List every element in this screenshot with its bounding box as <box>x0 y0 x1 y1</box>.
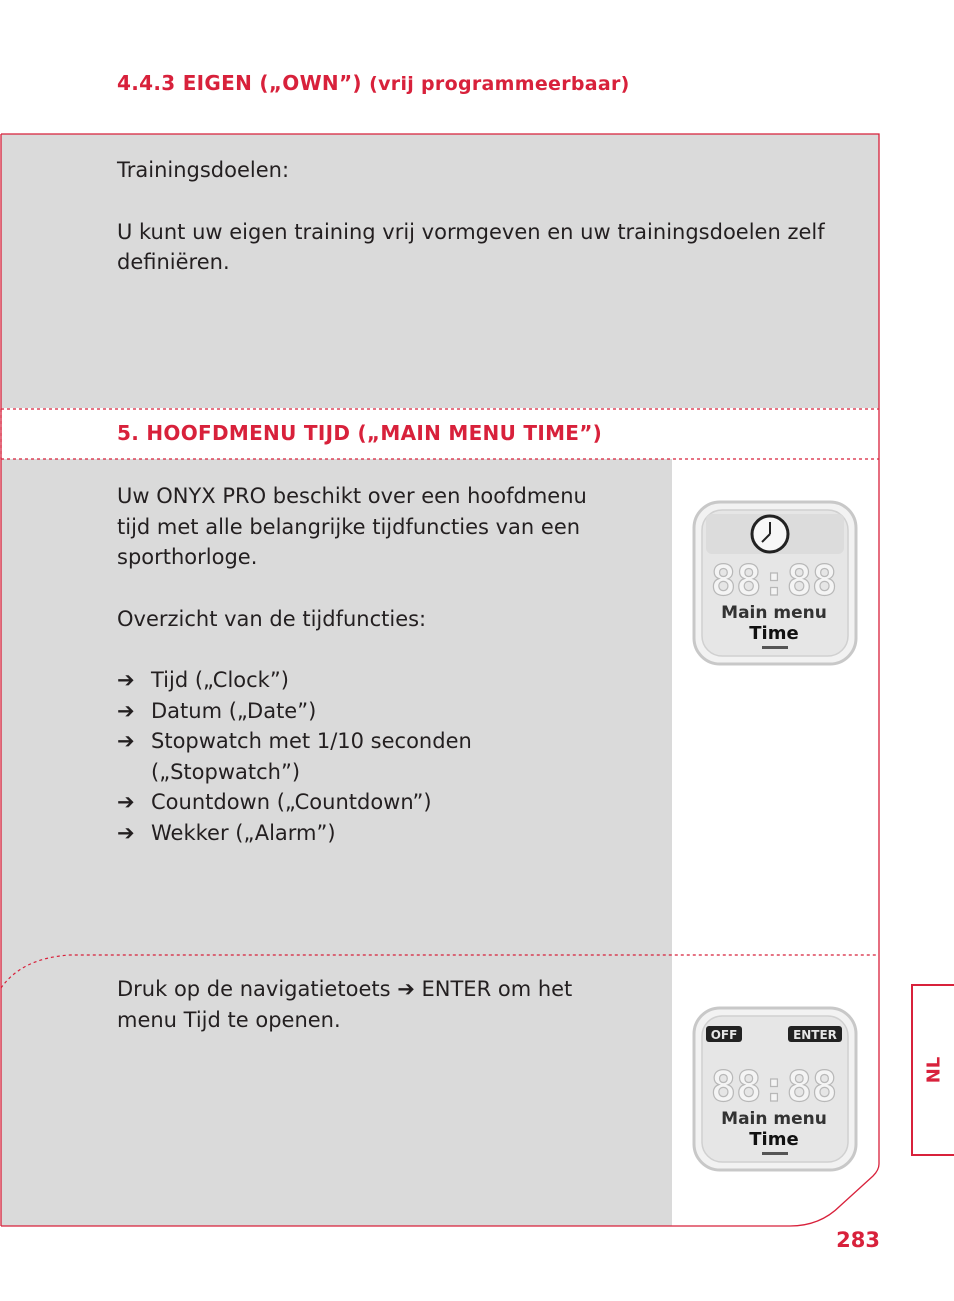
training-goals-label: Trainingsdoelen: <box>117 158 290 182</box>
off-button-label: OFF <box>710 1028 738 1042</box>
section-5-body <box>117 481 617 848</box>
list-item: ➔ Datum („Date”) <box>117 696 617 727</box>
watch-display-main-menu <box>692 500 858 670</box>
overview-label: Overzicht van de tijdfuncties: <box>117 606 427 631</box>
arrow-right-icon: ➔ <box>397 977 415 1001</box>
arrow-right-icon: ➔ <box>117 790 135 814</box>
clock-icon <box>752 516 788 552</box>
section-443-heading-sub: (vrij programmeerbaar) <box>369 73 630 95</box>
watch-line-time: Time <box>749 1129 799 1150</box>
language-tab-label: NL <box>923 1056 944 1084</box>
watch-digits: 88:88 <box>710 556 838 605</box>
watch-line-main-menu: Main menu <box>721 603 827 623</box>
instruction-text: Druk op de navigatietoets ➔ ENTER om het menu Tijd te openen. <box>117 977 573 1032</box>
time-functions-list <box>117 665 617 848</box>
arrow-right-icon: ➔ <box>117 729 135 753</box>
section-443-body <box>117 155 837 278</box>
section-5-intro: Uw ONYX PRO beschikt over een hoofdmenu tijd met alle belangrijke tijdfuncties van een sporthorloge. <box>117 484 587 569</box>
enter-button-label: ENTER <box>793 1028 837 1042</box>
arrow-right-icon: ➔ <box>117 668 135 692</box>
training-goals-text: U kunt uw eigen training vrij vormgeven en uw trainingsdoelen zelf definiëren. <box>117 219 825 274</box>
page-number: 283 <box>836 1228 880 1252</box>
language-tab <box>911 984 954 1156</box>
section-5-heading: 5. HOOFDMENU TIJD („MAIN MENU TIME”) <box>117 421 603 445</box>
list-item: ➔ Wekker („Alarm”) <box>117 818 617 849</box>
section-443-heading-main: 4.4.3 EIGEN („OWN”) <box>117 71 362 95</box>
arrow-right-icon: ➔ <box>117 698 135 723</box>
list-item: ➔ Stopwatch met 1/10 seconden („Stopwatch”) <box>117 726 531 787</box>
list-item: ➔ Tijd („Clock”) <box>117 665 617 696</box>
watch-digits: 88:88 <box>710 1062 838 1111</box>
arrow-right-icon: ➔ <box>117 820 135 845</box>
watch-display-enter <box>692 1006 858 1176</box>
watch-line-time: Time <box>749 623 799 644</box>
list-item: ➔ Countdown („Countdown”) <box>117 787 617 818</box>
watch-line-main-menu: Main menu <box>721 1109 827 1129</box>
